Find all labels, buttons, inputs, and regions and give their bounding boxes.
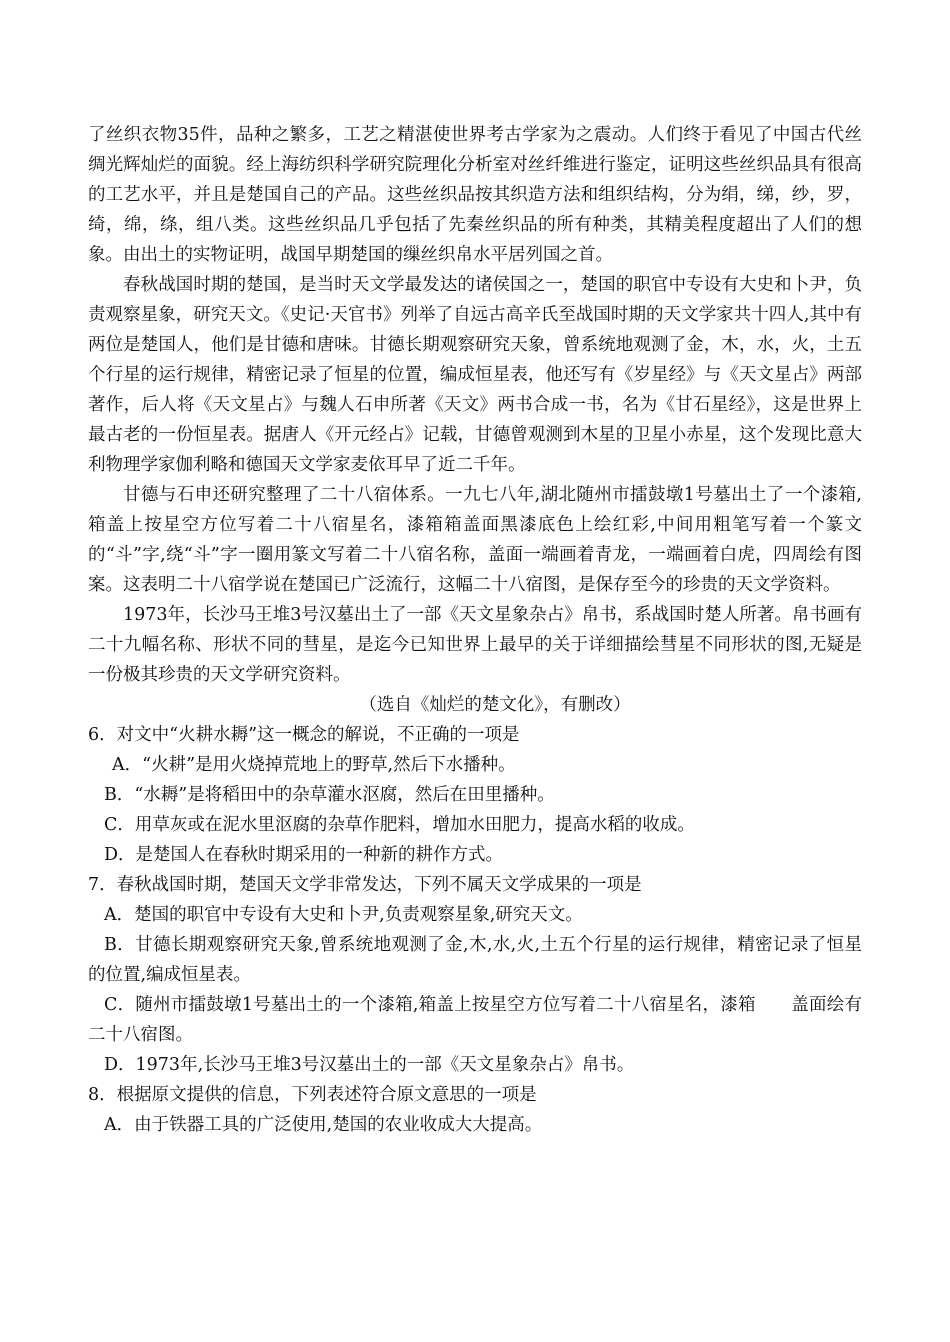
question-7 — [88, 870, 862, 1080]
question-8 — [88, 1080, 862, 1140]
question-6-option-b: B．“水耨”是将稻田中的杂草灌水沤腐，然后在田里播种。 — [104, 785, 555, 805]
question-7-option-c: C．随州市擂鼓墩1号墓出土的一个漆箱,箱盖上按星空方位写着二十八宿星名，漆箱 盖面绘有二十八宿图。 — [88, 995, 862, 1045]
question-6-stem: 6．对文中“火耕水耨”这一概念的解说，不正确的一项是 — [88, 725, 520, 745]
question-6-option-a: A．“火耕”是用火烧掉荒地上的野草,然后下水播种。 — [112, 755, 516, 775]
question-7-option-b: B．甘德长期观察研究天象,曾系统地观测了金,木,水,火,土五个行星的运行规律，精密记录了恒星的位置,编成恒星表。 — [88, 935, 862, 985]
question-8-option-a: A．由于铁器工具的广泛使用,楚国的农业收成大大提高。 — [104, 1115, 543, 1135]
question-8-stem: 8．根据原文提供的信息，下列表述符合原文意思的一项是 — [88, 1085, 537, 1105]
passage-paragraph-4: 1973年，长沙马王堆3号汉墓出土了一部《天文星象杂占》帛书，系战国时楚人所著。帛书画有二十九幅名称、形状不同的彗星，是迄今已知世界上最早的关于详细描绘彗星不同形状的图,无疑是一份极其珍贵的天文学研究资料。 — [88, 605, 862, 685]
question-7-stem: 7．春秋战国时期，楚国天文学非常发达，下列不属天文学成果的一项是 — [88, 875, 642, 895]
document-page — [88, 120, 862, 1140]
question-7-option-d: D．1973年,长沙马王堆3号汉墓出土的一部《天文星象杂占》帛书。 — [104, 1055, 635, 1075]
question-6-option-d: D．是楚国人在春秋时期采用的一种新的耕作方式。 — [104, 845, 504, 865]
question-6-option-c: C．用草灰或在泥水里沤腐的杂草作肥料，增加水田肥力，提高水稻的收成。 — [104, 815, 695, 835]
question-6 — [88, 720, 862, 870]
passage-paragraph-1: 了丝织衣物35件，品种之繁多，工艺之精湛使世界考古学家为之震动。人们终于看见了中国古代丝绸光辉灿烂的面貌。经上海纺织科学研究院理化分析室对丝纤维进行鉴定，证明这些丝织品具有很高的工艺水平，并且是楚国自己的产品。这些丝织品按其织造方法和组织结构，分为绢，绨，纱，罗，绮，绵，绦，组八类。这些丝织品几乎包括了先秦丝织品的所有种类，其精美程度超出了人们的想象。由出土的实物证明，战国早期楚国的缫丝织帛水平居列国之首。 — [88, 125, 862, 265]
passage-paragraph-3: 甘德与石申还研究整理了二十八宿体系。一九七八年,湖北随州市擂鼓墩1号墓出土了一个漆箱,箱盖上按星空方位写着二十八宿星名，漆箱箱盖面黑漆底色上绘红彩,中间用粗笔写着一个篆文的“斗”字,绕“斗”字一圈用篆文写着二十八宿名称，盖面一端画着青龙，一端画着白虎，四周绘有图案。这表明二十八宿学说在楚国已广泛流行，这幅二十八宿图，是保存至今的珍贵的天文学资料。 — [88, 485, 862, 595]
question-7-option-a: A．楚国的职官中专设有大史和卜尹,负责观察星象,研究天文。 — [104, 905, 583, 925]
passage-paragraph-2: 春秋战国时期的楚国，是当时天文学最发达的诸侯国之一，楚国的职官中专设有大史和卜尹，负责观察星象，研究天文。《史记·天官书》列举了自远古高辛氏至战国时期的天文学家共十四人,其中有两位是楚国人，他们是甘德和唐味。甘德长期观察研究天象，曾系统地观测了金，木，水，火，土五个行星的运行规律，精密记录了恒星的位置，编成恒星表，他还写有《岁星经》与《天文星占》两部著作，后人将《天文星占》与魏人石申所著《天文》两书合成一书，名为《甘石星经》，这是世界上最古老的一份恒星表。据唐人《开元经占》记载，甘德曾观测到木星的卫星小赤星，这个发现比意大利物理学家伽利略和德国天文学家麦依耳早了近二千年。 — [88, 275, 862, 475]
passage-source: （选自《灿烂的楚文化》，有删改） — [359, 695, 631, 715]
